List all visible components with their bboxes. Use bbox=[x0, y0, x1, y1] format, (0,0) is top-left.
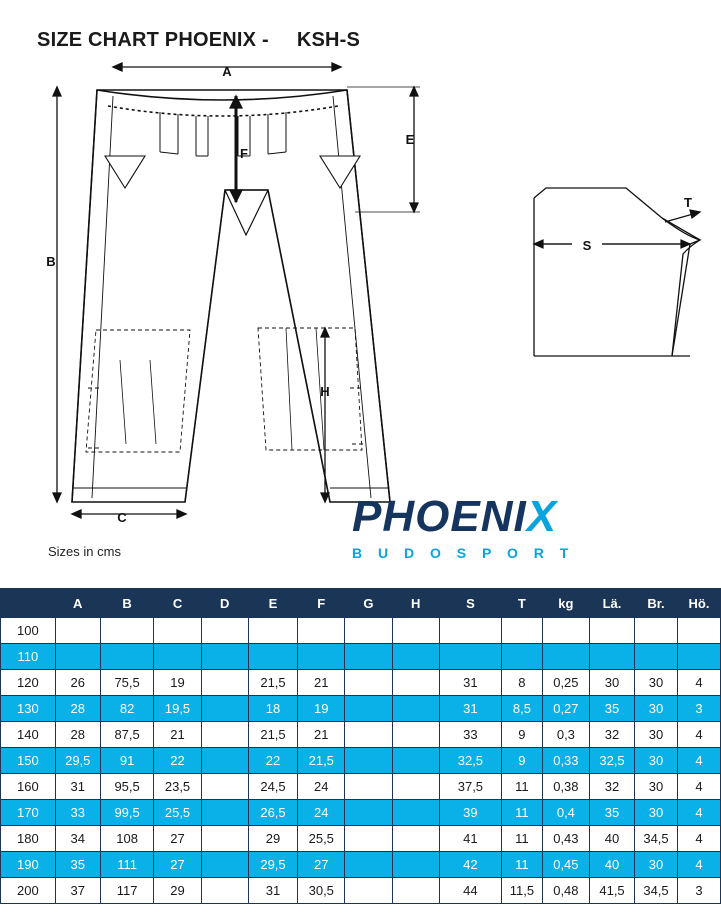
table-cell: 0,3 bbox=[542, 722, 589, 748]
table-cell: 30 bbox=[635, 722, 678, 748]
table-cell bbox=[201, 696, 248, 722]
table-header-cell-12: Lä. bbox=[589, 589, 634, 618]
table-cell bbox=[345, 878, 392, 904]
table-cell: 27 bbox=[154, 852, 201, 878]
table-row-size-label: 100 bbox=[1, 618, 56, 644]
table-cell: 23,5 bbox=[154, 774, 201, 800]
table-cell: 21,5 bbox=[248, 670, 297, 696]
table-cell bbox=[201, 800, 248, 826]
table-cell: 18 bbox=[248, 696, 297, 722]
table-cell bbox=[201, 722, 248, 748]
table-cell bbox=[201, 774, 248, 800]
table-cell: 8 bbox=[502, 670, 543, 696]
table-cell bbox=[345, 800, 392, 826]
table-cell: 30 bbox=[635, 774, 678, 800]
table-header-cell-5: E bbox=[248, 589, 297, 618]
table-cell: 33 bbox=[439, 722, 501, 748]
table-cell bbox=[392, 800, 439, 826]
table-cell: 4 bbox=[677, 748, 720, 774]
table-cell: 31 bbox=[439, 670, 501, 696]
table-cell bbox=[392, 748, 439, 774]
table-row bbox=[1, 696, 721, 722]
table-cell: 9 bbox=[502, 722, 543, 748]
table-cell bbox=[201, 852, 248, 878]
table-header-cell-9: S bbox=[439, 589, 501, 618]
table-row bbox=[1, 670, 721, 696]
table-cell: 4 bbox=[677, 722, 720, 748]
table-cell bbox=[345, 774, 392, 800]
table-cell: 11 bbox=[502, 774, 543, 800]
table-cell: 37 bbox=[55, 878, 100, 904]
table-cell bbox=[392, 618, 439, 644]
table-cell: 87,5 bbox=[100, 722, 154, 748]
table-cell bbox=[345, 748, 392, 774]
table-cell: 27 bbox=[298, 852, 345, 878]
dimension-label-t: T bbox=[684, 195, 692, 210]
table-cell: 26,5 bbox=[248, 800, 297, 826]
table-header-cell-3: C bbox=[154, 589, 201, 618]
table-cell: 29,5 bbox=[55, 748, 100, 774]
table-cell: 41,5 bbox=[589, 878, 634, 904]
table-header-cell-4: D bbox=[201, 589, 248, 618]
table-cell bbox=[502, 644, 543, 670]
table-row-size-label: 150 bbox=[1, 748, 56, 774]
size-table bbox=[0, 588, 721, 904]
table-header-cell-7: G bbox=[345, 589, 392, 618]
table-cell: 19 bbox=[298, 696, 345, 722]
table-row-size-label: 140 bbox=[1, 722, 56, 748]
table-cell: 27 bbox=[154, 826, 201, 852]
table-cell: 0,33 bbox=[542, 748, 589, 774]
table-cell: 11 bbox=[502, 852, 543, 878]
table-cell: 91 bbox=[100, 748, 154, 774]
table-cell: 30 bbox=[635, 800, 678, 826]
table-cell: 0,27 bbox=[542, 696, 589, 722]
table-cell bbox=[392, 878, 439, 904]
table-cell: 11 bbox=[502, 800, 543, 826]
table-row-size-label: 180 bbox=[1, 826, 56, 852]
table-cell: 35 bbox=[55, 852, 100, 878]
table-header-cell-0 bbox=[1, 589, 56, 618]
table-cell bbox=[677, 618, 720, 644]
table-row-size-label: 110 bbox=[1, 644, 56, 670]
size-table-body bbox=[1, 618, 721, 904]
table-cell: 32,5 bbox=[439, 748, 501, 774]
sizes-unit-note: Sizes in cms bbox=[48, 544, 121, 559]
table-cell: 28 bbox=[55, 696, 100, 722]
table-cell: 29 bbox=[154, 878, 201, 904]
table-row-size-label: 130 bbox=[1, 696, 56, 722]
table-cell bbox=[201, 644, 248, 670]
table-cell: 30,5 bbox=[298, 878, 345, 904]
table-cell: 28 bbox=[55, 722, 100, 748]
table-cell: 111 bbox=[100, 852, 154, 878]
table-cell bbox=[298, 644, 345, 670]
table-cell bbox=[345, 852, 392, 878]
table-cell: 0,25 bbox=[542, 670, 589, 696]
table-cell: 22 bbox=[248, 748, 297, 774]
table-cell bbox=[392, 826, 439, 852]
table-cell: 4 bbox=[677, 852, 720, 878]
table-cell bbox=[298, 618, 345, 644]
table-cell bbox=[100, 618, 154, 644]
table-cell: 3 bbox=[677, 696, 720, 722]
dimension-label-c: C bbox=[117, 510, 127, 525]
table-cell: 24 bbox=[298, 800, 345, 826]
table-cell: 117 bbox=[100, 878, 154, 904]
table-cell bbox=[392, 644, 439, 670]
table-cell bbox=[55, 618, 100, 644]
table-row-size-label: 120 bbox=[1, 670, 56, 696]
size-table-header-row bbox=[1, 589, 721, 618]
table-cell: 82 bbox=[100, 696, 154, 722]
table-cell: 39 bbox=[439, 800, 501, 826]
table-cell bbox=[392, 852, 439, 878]
logo-wordmark bbox=[352, 492, 682, 541]
table-cell: 4 bbox=[677, 826, 720, 852]
logo-x-mark: X bbox=[526, 492, 558, 541]
table-cell: 42 bbox=[439, 852, 501, 878]
table-cell: 30 bbox=[635, 852, 678, 878]
table-cell bbox=[201, 878, 248, 904]
table-cell: 0,4 bbox=[542, 800, 589, 826]
table-cell: 11 bbox=[502, 826, 543, 852]
table-cell: 0,38 bbox=[542, 774, 589, 800]
table-row-size-label: 190 bbox=[1, 852, 56, 878]
dimension-label-a: A bbox=[222, 64, 232, 79]
table-cell bbox=[635, 618, 678, 644]
table-cell: 4 bbox=[677, 774, 720, 800]
table-row bbox=[1, 748, 721, 774]
table-cell: 32 bbox=[589, 774, 634, 800]
table-cell bbox=[439, 644, 501, 670]
table-cell: 31 bbox=[55, 774, 100, 800]
table-cell: 34,5 bbox=[635, 878, 678, 904]
table-cell: 19 bbox=[154, 670, 201, 696]
dimension-label-e: E bbox=[405, 132, 415, 147]
table-cell bbox=[100, 644, 154, 670]
table-cell: 75,5 bbox=[100, 670, 154, 696]
table-row bbox=[1, 774, 721, 800]
table-cell bbox=[542, 644, 589, 670]
page-title-model: KSH-S bbox=[296, 29, 361, 51]
dimension-label-f: F bbox=[240, 146, 248, 161]
table-cell: 4 bbox=[677, 800, 720, 826]
dimension-label-b: B bbox=[46, 254, 56, 269]
dimension-label-s: S bbox=[582, 238, 592, 253]
table-cell bbox=[677, 644, 720, 670]
table-cell: 40 bbox=[589, 852, 634, 878]
table-cell: 24 bbox=[298, 774, 345, 800]
table-cell bbox=[345, 670, 392, 696]
table-row bbox=[1, 722, 721, 748]
table-cell bbox=[201, 670, 248, 696]
table-cell bbox=[248, 644, 297, 670]
table-row bbox=[1, 878, 721, 904]
table-row-size-label: 170 bbox=[1, 800, 56, 826]
table-cell: 25,5 bbox=[298, 826, 345, 852]
table-cell: 44 bbox=[439, 878, 501, 904]
table-cell: 29,5 bbox=[248, 852, 297, 878]
table-header-cell-6: F bbox=[298, 589, 345, 618]
table-cell: 21,5 bbox=[298, 748, 345, 774]
table-cell bbox=[201, 618, 248, 644]
table-cell: 9 bbox=[502, 748, 543, 774]
table-cell: 21 bbox=[298, 722, 345, 748]
table-cell: 30 bbox=[635, 696, 678, 722]
table-cell bbox=[154, 618, 201, 644]
table-cell: 0,48 bbox=[542, 878, 589, 904]
table-cell: 21 bbox=[298, 670, 345, 696]
table-cell: 30 bbox=[635, 748, 678, 774]
table-cell bbox=[635, 644, 678, 670]
table-row bbox=[1, 644, 721, 670]
dimension-label-h: H bbox=[320, 384, 330, 399]
table-header-cell-14: Hö. bbox=[677, 589, 720, 618]
table-cell bbox=[589, 618, 634, 644]
table-row bbox=[1, 618, 721, 644]
table-cell: 24,5 bbox=[248, 774, 297, 800]
table-row-size-label: 200 bbox=[1, 878, 56, 904]
table-cell: 19,5 bbox=[154, 696, 201, 722]
table-header-cell-13: Br. bbox=[635, 589, 678, 618]
table-cell: 29 bbox=[248, 826, 297, 852]
table-cell: 4 bbox=[677, 670, 720, 696]
table-cell: 31 bbox=[248, 878, 297, 904]
table-cell bbox=[392, 722, 439, 748]
table-cell: 35 bbox=[589, 800, 634, 826]
table-cell: 34 bbox=[55, 826, 100, 852]
page-title-main: SIZE CHART PHOENIX - bbox=[37, 29, 269, 51]
table-cell: 33 bbox=[55, 800, 100, 826]
table-row bbox=[1, 826, 721, 852]
table-header-cell-10: T bbox=[502, 589, 543, 618]
table-cell: 0,43 bbox=[542, 826, 589, 852]
table-cell: 0,45 bbox=[542, 852, 589, 878]
table-cell bbox=[392, 670, 439, 696]
size-table-head bbox=[1, 589, 721, 618]
table-cell: 21,5 bbox=[248, 722, 297, 748]
table-header-cell-1: A bbox=[55, 589, 100, 618]
table-cell: 35 bbox=[589, 696, 634, 722]
table-cell bbox=[345, 644, 392, 670]
table-cell bbox=[55, 644, 100, 670]
table-cell bbox=[589, 644, 634, 670]
table-cell: 30 bbox=[589, 670, 634, 696]
table-cell bbox=[345, 826, 392, 852]
table-cell: 32,5 bbox=[589, 748, 634, 774]
table-cell: 21 bbox=[154, 722, 201, 748]
table-cell bbox=[502, 618, 543, 644]
table-row-size-label: 160 bbox=[1, 774, 56, 800]
table-cell: 3 bbox=[677, 878, 720, 904]
table-header-cell-8: H bbox=[392, 589, 439, 618]
table-cell bbox=[392, 696, 439, 722]
table-cell bbox=[345, 618, 392, 644]
logo-name: PHOENI bbox=[352, 492, 527, 541]
table-cell: 37,5 bbox=[439, 774, 501, 800]
table-cell bbox=[345, 696, 392, 722]
table-cell: 22 bbox=[154, 748, 201, 774]
table-header-cell-11: kg bbox=[542, 589, 589, 618]
table-cell: 34,5 bbox=[635, 826, 678, 852]
table-cell: 108 bbox=[100, 826, 154, 852]
trousers-technical-drawing bbox=[0, 40, 721, 550]
table-cell: 99,5 bbox=[100, 800, 154, 826]
table-cell: 40 bbox=[589, 826, 634, 852]
table-cell bbox=[439, 618, 501, 644]
table-cell bbox=[154, 644, 201, 670]
table-cell: 41 bbox=[439, 826, 501, 852]
table-cell bbox=[392, 774, 439, 800]
table-cell bbox=[248, 618, 297, 644]
table-cell: 11,5 bbox=[502, 878, 543, 904]
logo-tagline: B U D O S P O R T bbox=[352, 545, 575, 561]
table-cell bbox=[542, 618, 589, 644]
table-cell: 8,5 bbox=[502, 696, 543, 722]
table-cell: 32 bbox=[589, 722, 634, 748]
table-cell: 30 bbox=[635, 670, 678, 696]
table-cell bbox=[201, 826, 248, 852]
table-cell bbox=[201, 748, 248, 774]
table-cell: 26 bbox=[55, 670, 100, 696]
table-cell: 95,5 bbox=[100, 774, 154, 800]
table-cell: 25,5 bbox=[154, 800, 201, 826]
table-row bbox=[1, 852, 721, 878]
table-cell: 31 bbox=[439, 696, 501, 722]
table-header-cell-2: B bbox=[100, 589, 154, 618]
table-row bbox=[1, 800, 721, 826]
phoenix-logo bbox=[352, 492, 682, 590]
table-cell bbox=[345, 722, 392, 748]
